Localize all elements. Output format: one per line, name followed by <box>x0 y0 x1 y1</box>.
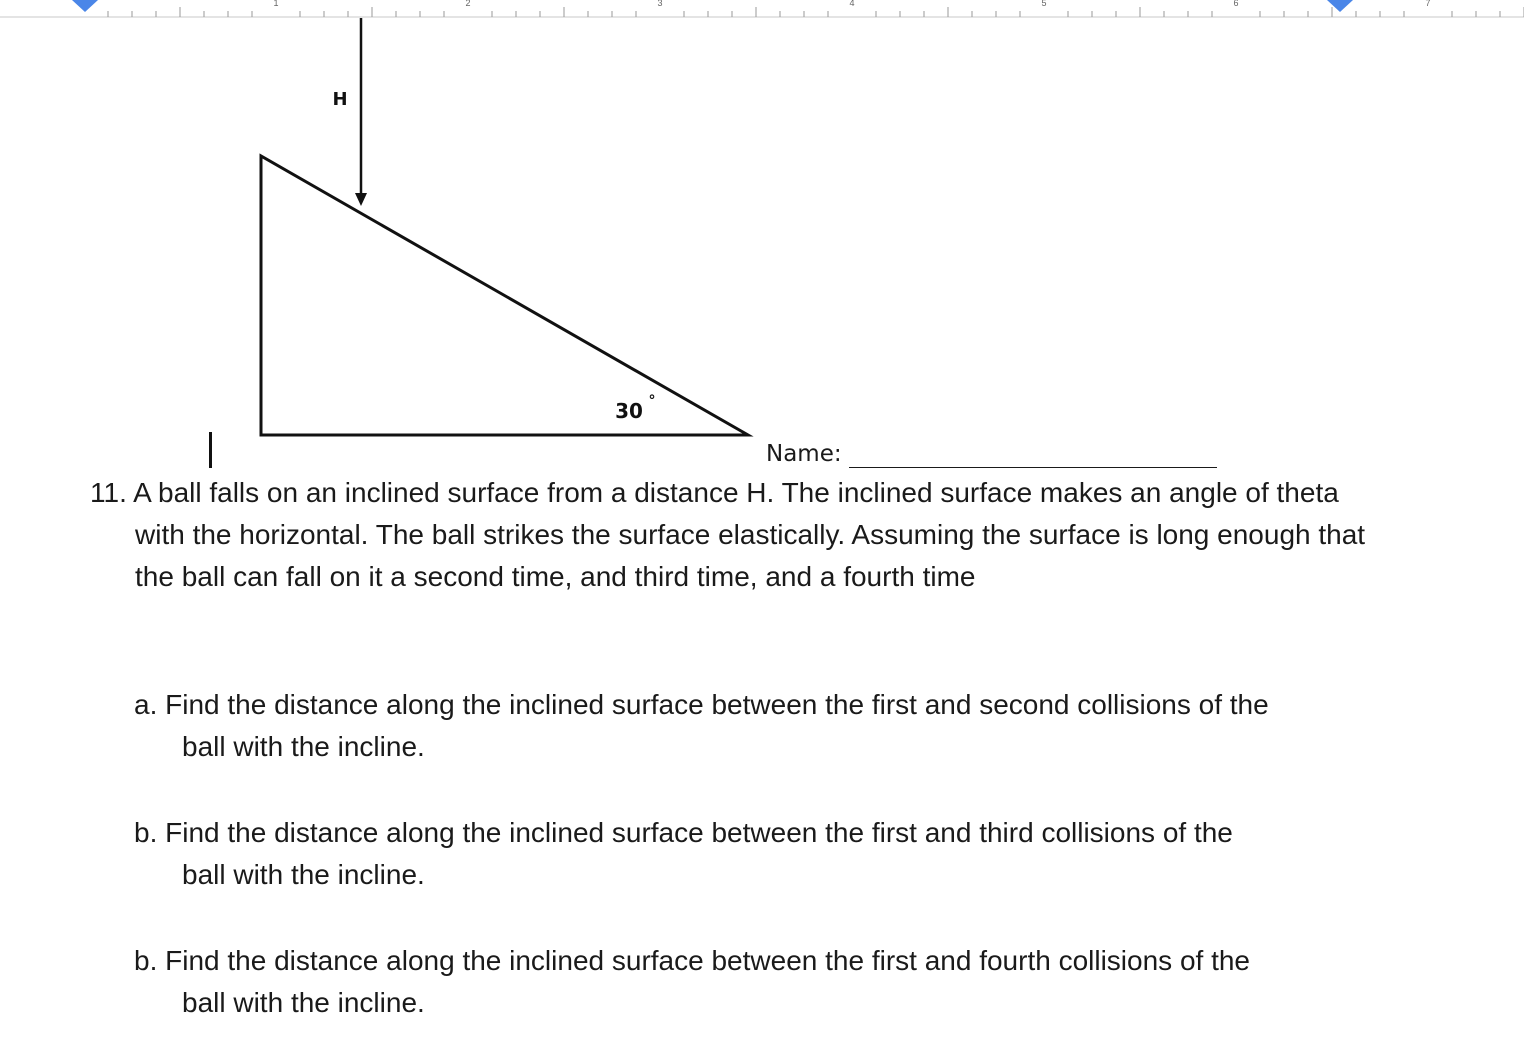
drop-arrow-head <box>355 193 367 206</box>
incline-diagram <box>0 0 800 450</box>
name-label: Name: <box>766 441 842 467</box>
ruler-number: 6 <box>1233 0 1239 8</box>
question-part-a[interactable]: a. Find the distance along the inclined surface between the first and second collisions of the ball with the incline. <box>134 689 1269 762</box>
ruler-number: 3 <box>657 0 663 8</box>
degree-symbol: ° <box>648 393 656 409</box>
height-label: H <box>332 89 348 110</box>
ruler-number: 4 <box>849 0 855 8</box>
incline-triangle <box>261 156 748 435</box>
name-blank-line <box>849 467 1217 468</box>
right-indent-marker[interactable] <box>1327 0 1353 12</box>
ruler-number: 7 <box>1425 0 1431 8</box>
question-text[interactable]: 11. A ball falls on an inclined surface from a distance H. The inclined surface makes an angle of theta with the horizontal. The ball strikes the surface elastically. Assuming the surface is long enough that the ball can fall on it a second time, and third time, and a fourth time <box>90 477 1366 592</box>
angle-label: 30 <box>615 399 643 423</box>
question-part-b[interactable]: b. Find the distance along the inclined surface between the first and third collisions of the ball with the incline. <box>134 817 1233 890</box>
ruler-number: 2 <box>465 0 471 8</box>
ruler-number: 1 <box>273 0 279 8</box>
ruler-number: 5 <box>1041 0 1047 8</box>
question-part-c[interactable]: b. Find the distance along the inclined surface between the first and fourth collisions of the ball with the incline. <box>134 945 1251 1018</box>
text-cursor <box>209 432 212 468</box>
